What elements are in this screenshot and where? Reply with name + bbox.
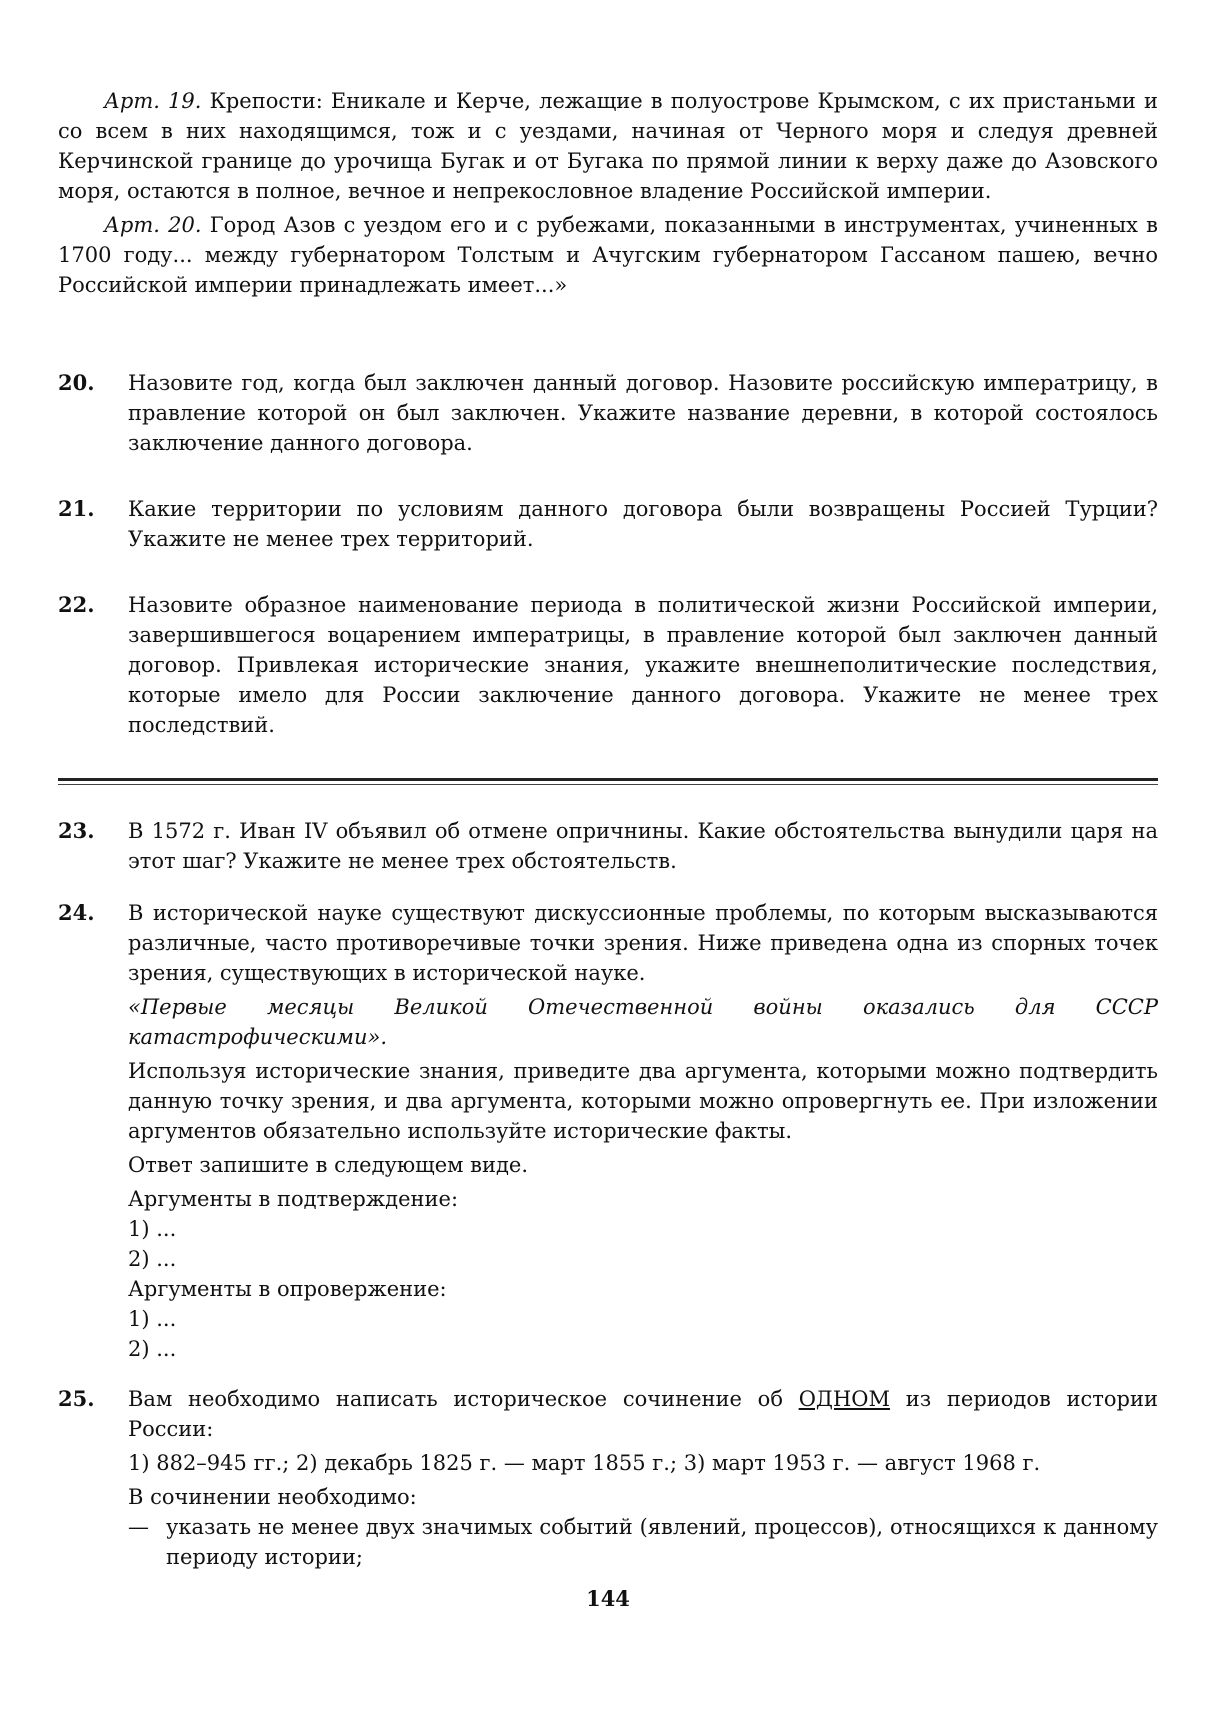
article-19-label: Арт. 19. bbox=[104, 89, 202, 113]
question-number: 22. bbox=[58, 592, 95, 617]
section-divider-thick bbox=[58, 778, 1158, 781]
question-22 bbox=[58, 590, 1158, 740]
article-20-text: Город Азов с уездом его и с рубежами, показанными в инструментах, учиненных в 1700 году... между губернатором Толстым и Ачугским губернатором Гассаном пашею, вечно Российской империи принадлежать имеет...» bbox=[58, 213, 1158, 297]
article-20 bbox=[58, 210, 1158, 300]
article-19 bbox=[58, 86, 1158, 206]
question-task: Используя исторические знания, приведите два аргумента, которыми можно подтвердить данную точку зрения, и два аргумента, которыми можно опровергнуть ее. При изложении аргументов обязательно используйте исторические факты. bbox=[128, 1059, 1158, 1143]
refute-label: Аргументы в опровержение: bbox=[128, 1277, 447, 1301]
requirement-text: указать не менее двух значимых событий (явлений, процессов), относящихся к данному периоду истории; bbox=[166, 1515, 1158, 1569]
question-text: Назовите образное наименование периода в политической жизни Российской империи, завершившегося воцарением императрицы, в правление которой был заключен данный договор. Привлекая исторические знания, укажите внешнеполитические последствия, которые имело для России заключение данного договора. Укажите не менее трех последствий. bbox=[128, 593, 1158, 737]
question-number: 24. bbox=[58, 900, 95, 925]
requirements-label: В сочинении необходимо: bbox=[128, 1485, 417, 1509]
question-20 bbox=[58, 368, 1158, 458]
intro-after: из периодов истории России: bbox=[128, 1387, 1158, 1441]
question-number: 25. bbox=[58, 1386, 95, 1411]
question-number: 21. bbox=[58, 496, 95, 521]
refute-item-1: 1) ... bbox=[128, 1307, 177, 1331]
article-20-label: Арт. 20. bbox=[104, 213, 202, 237]
question-intro: В исторической науке существуют дискуссионные проблемы, по которым высказываются различные, часто противоречивые точки зрения. Ниже приведена одна из спорных точек зрения, существующих в исторической науке. bbox=[128, 901, 1158, 985]
period-options: 1) 882–945 гг.; 2) декабрь 1825 г. — март 1855 г.; 3) март 1953 г. — август 1968 г. bbox=[128, 1451, 1041, 1475]
requirement-item bbox=[128, 1512, 1158, 1572]
confirm-label: Аргументы в подтверждение: bbox=[128, 1187, 459, 1211]
question-number: 23. bbox=[58, 818, 95, 843]
article-19-text: Крепости: Еникале и Керче, лежащие в полуострове Крымском, с их пристаньми и со всем в них находящимся, тож и с уездами, начиная от Черного моря и следуя древней Керчинской границе до урочища Бугак и от Бугака по прямой линии к верху даже до Азовского моря, остаются в полное, вечное и непрекословное владение Российской империи. bbox=[58, 89, 1158, 203]
question-text: Какие территории по условиям данного договора были возвращены Россией Турции? Укажите не менее трех территорий. bbox=[128, 497, 1158, 551]
disputed-quote: «Первые месяцы Великой Отечественной войны оказались для СССР катастрофическими». bbox=[128, 995, 1158, 1049]
answer-format-note: Ответ запишите в следующем виде. bbox=[128, 1153, 528, 1177]
question-24 bbox=[58, 898, 1158, 1364]
treaty-excerpt bbox=[58, 86, 1158, 300]
question-text: В 1572 г. Иван IV объявил об отмене опричнины. Какие обстоятельства вынудили царя на этот шаг? Укажите не менее трех обстоятельств. bbox=[128, 819, 1158, 873]
dash-bullet: — bbox=[128, 1515, 149, 1539]
question-25 bbox=[58, 1384, 1158, 1572]
question-intro bbox=[128, 1384, 1158, 1444]
question-21 bbox=[58, 494, 1158, 554]
intro-before: Вам необходимо написать историческое сочинение об bbox=[128, 1387, 799, 1411]
question-number: 20. bbox=[58, 370, 95, 395]
question-23 bbox=[58, 816, 1158, 876]
section-divider-thin bbox=[58, 784, 1158, 785]
question-text: Назовите год, когда был заключен данный договор. Назовите российскую императрицу, в правление которой он был заключен. Укажите название деревни, в которой состоялось заключение данного договора. bbox=[128, 371, 1158, 455]
refute-item-2: 2) ... bbox=[128, 1337, 177, 1361]
confirm-item-2: 2) ... bbox=[128, 1247, 177, 1271]
underlined-word: ОДНОМ bbox=[798, 1387, 891, 1411]
page-number: 144 bbox=[586, 1586, 630, 1611]
confirm-item-1: 1) ... bbox=[128, 1217, 177, 1241]
